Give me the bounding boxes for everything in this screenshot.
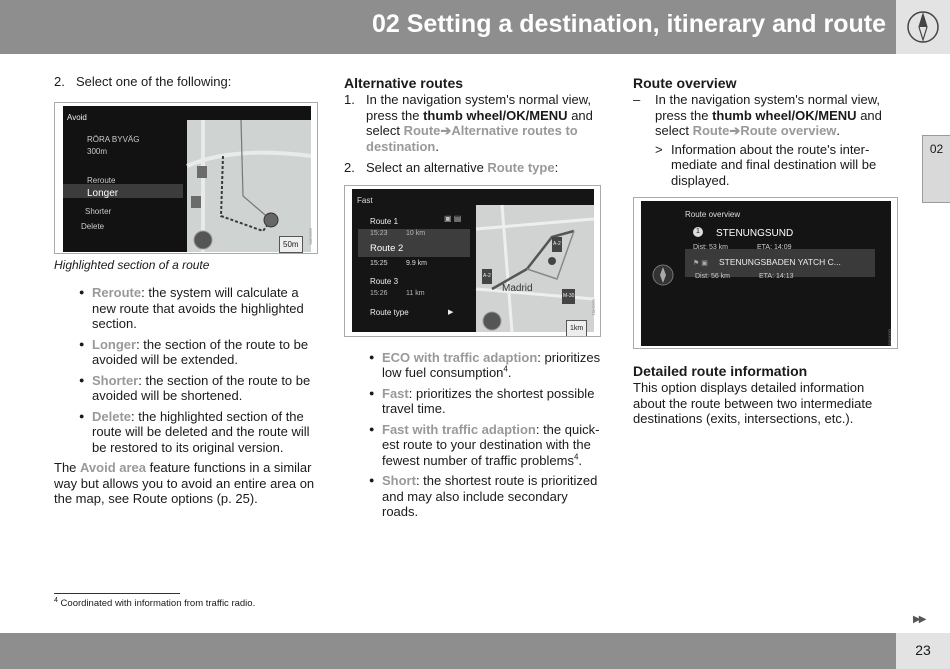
step-2 [54, 74, 316, 90]
chapter-tab[interactable]: 02 [922, 135, 950, 203]
step-result: > Information about the route's inter-mediate and final destination will be displayed. [655, 141, 877, 188]
route-2-dist: 9.9 km [406, 259, 428, 267]
header-bar [0, 0, 896, 54]
option-shorter: ● Shorter: the section of the route to be avoided will be shortened. [79, 373, 316, 404]
route-type-screen [352, 189, 597, 332]
destination-2-eta: ETA: 14:13 [759, 273, 794, 280]
route-type-short: ● Short: the shortest route is prioritized and may also include secondary roads. [369, 473, 606, 520]
route-type-fast-traffic: ● Fast with traffic adaption: the quick-est route to your destination with the fewest number of traffic problems$^4$. [369, 422, 606, 469]
step-1: 1. In the navigation system's normal view, press the thumb wheel/OK/MENU and select Route➔Alternative routes to destination. [344, 92, 593, 154]
arrow-icon: ➔ [729, 123, 741, 138]
arrow-icon: ➔ [440, 123, 452, 138]
route-types-list [344, 350, 606, 520]
screen-title: Route overview [685, 210, 741, 219]
route-1-name[interactable]: Route 1 [370, 216, 399, 226]
route-type-eco: ● ECO with traffic adaption: prioritizes low fuel consumption$^4$. [369, 350, 606, 381]
column-2 [344, 74, 606, 525]
route-type-fast: ● Fast: prioritizes the shortest possible travel time. [369, 386, 606, 417]
column-1 [54, 74, 316, 507]
footnote: $^4$ Coordinated with information from traffic radio. [54, 596, 256, 609]
route-1-time: 15:23 [370, 229, 388, 237]
street-distance: 300m [87, 146, 108, 156]
compass-icon [896, 0, 950, 54]
column-3 [633, 74, 897, 427]
map-scale: 1km [566, 320, 587, 337]
street-name: RÖRA BYVÄG [87, 134, 140, 144]
road-label-2: M-30 [562, 289, 575, 305]
route-3-name[interactable]: Route 3 [370, 276, 399, 286]
screen-title: Fast [357, 195, 373, 205]
footer-bar [0, 633, 896, 669]
menu-item-delete[interactable]: Delete [81, 221, 105, 231]
avoid-screen [63, 106, 314, 252]
menu-item-reroute[interactable]: Reroute [87, 175, 116, 185]
route-overview-screenshot [633, 197, 898, 349]
road-label-3: A-2 [482, 269, 492, 285]
destination-1-name[interactable]: STENUNGSUND [716, 228, 794, 239]
menu-item-shorter[interactable]: Shorter [85, 206, 112, 216]
step-2: 2. Select an alternative Route type: [344, 160, 559, 175]
option-delete: ● Delete: the highlighted section of the route will be deleted and the route will be restored to its original version. [79, 409, 316, 456]
section-heading: Alternative routes [344, 75, 464, 91]
road-label-1: A-2 [552, 237, 562, 253]
avoid-area-paragraph: The Avoid area feature functions in a similar way but allows you to avoid an entire area on the map, see Route options (p. 25). [54, 460, 315, 506]
route-3-time: 15:26 [370, 289, 388, 297]
image-code: G000459 [887, 329, 893, 346]
destination-1-eta: ETA: 14:09 [757, 244, 792, 251]
page-number: 23 [896, 633, 950, 669]
avoid-options-list [54, 285, 316, 455]
route-type-screenshot [344, 185, 601, 337]
step-number: 2. [54, 74, 65, 89]
poi-icons: ▣ ▤ [444, 213, 462, 223]
route-2-name[interactable]: Route 2 [370, 242, 404, 254]
route-overview-screen [641, 201, 891, 346]
chevron-right-icon: ▶ [448, 308, 454, 316]
destination-2-dist: Dist: 56 km [695, 273, 731, 280]
destination-2-name[interactable]: STENUNGSBADEN YATCH C... [719, 257, 841, 267]
waypoint-number: 1 [693, 227, 703, 237]
screen-title: Avoid [67, 112, 87, 122]
step-dash: – In the navigation system's normal view, press the thumb wheel/OK/MENU and select Route➔Route overview. [633, 92, 882, 138]
flag-icon: ⚑ ▣ [693, 260, 708, 267]
page-title: 02 Setting a destination, itinerary and route [372, 10, 886, 38]
option-longer: ● Longer: the section of the route to be avoided will be extended. [79, 337, 316, 368]
section-heading: Route overview [633, 75, 737, 91]
compass-logo [896, 0, 950, 54]
detailed-info-paragraph: This option displays detailed information about the route between two intermediate destinations (exits, intersections, etc.). [633, 380, 873, 426]
image-code: G000456 [308, 227, 314, 244]
figure-caption: Highlighted section of a route [54, 257, 210, 272]
footnote-divider [54, 593, 180, 594]
route-type-label[interactable]: Route type [370, 307, 409, 317]
route-3-dist: 11 km [406, 289, 425, 297]
option-reroute: ● Reroute: the system will calculate a new route that avoids the highlighted section. [79, 285, 316, 332]
map-city-label: Madrid [502, 282, 533, 294]
route-2-time: 15:25 [370, 259, 388, 267]
image-code: G000451 [591, 298, 597, 315]
route-1-dist: 10 km [406, 229, 426, 237]
menu-item-longer[interactable]: Longer [87, 187, 119, 199]
destination-1-dist: Dist: 53 km [693, 244, 729, 251]
map-scale: 50m [279, 236, 303, 254]
step-text: Select one of the following: [76, 74, 232, 89]
continue-arrows-icon: ▶▶ [913, 614, 925, 625]
section-heading-2: Detailed route information [633, 363, 808, 379]
avoid-screenshot [54, 102, 318, 254]
